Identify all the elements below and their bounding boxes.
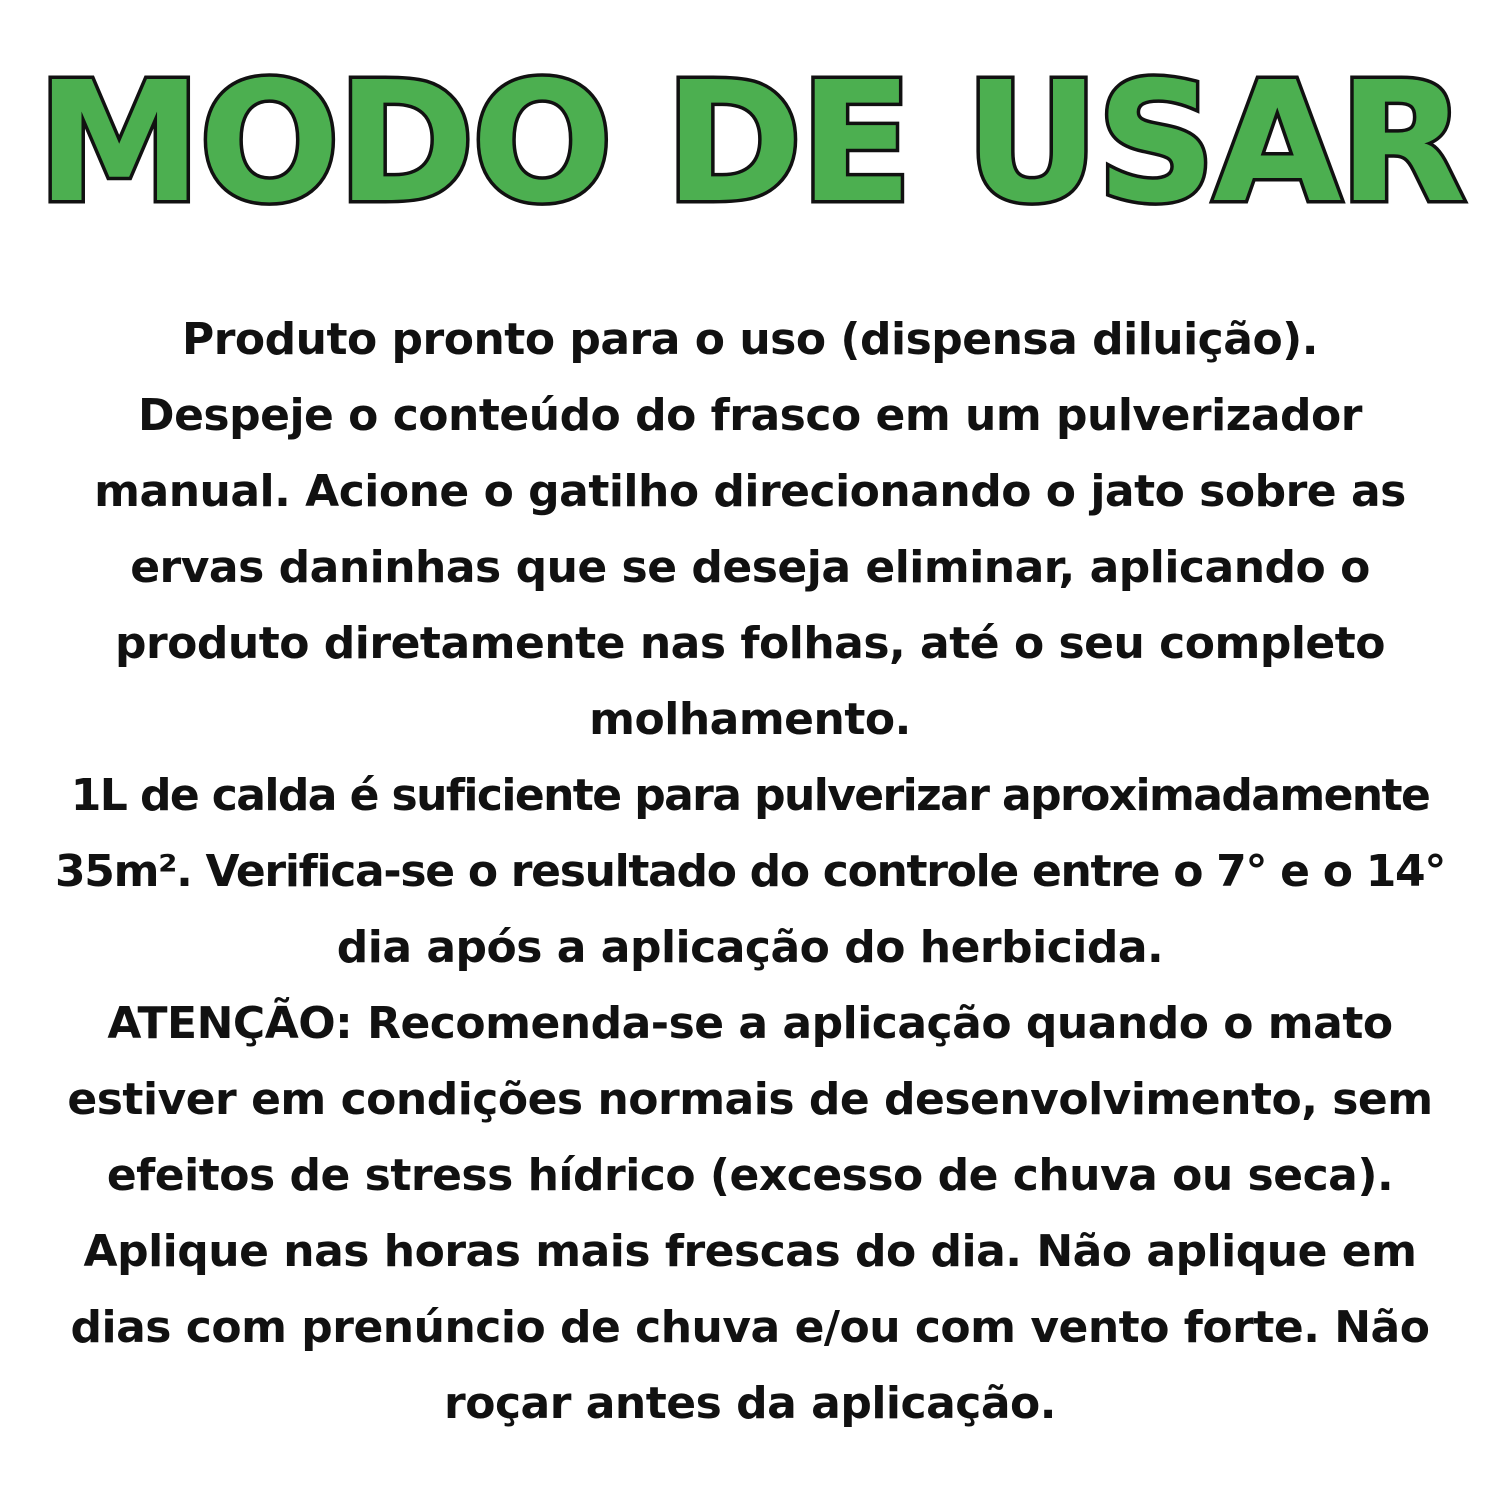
instruction-line: molhamento. xyxy=(589,694,911,745)
instruction-line: dias com prenúncio de chuva e/ou com vento forte. Não xyxy=(70,1302,1430,1353)
instruction-line: efeitos de stress hídrico (excesso de chuva ou seca). xyxy=(106,1150,1394,1201)
instruction-line: 35m². Verifica-se o resultado do controle entre o 7° e o 14° xyxy=(54,846,1446,897)
instruction-line: estiver em condições normais de desenvolvimento, sem xyxy=(67,1074,1433,1125)
instruction-line: dia após a aplicação do herbicida. xyxy=(336,922,1164,973)
instruction-line: produto diretamente nas folhas, até o seu completo xyxy=(114,618,1386,669)
instruction-line: Produto pronto para o uso (dispensa diluição). xyxy=(181,314,1319,365)
instruction-line: roçar antes da aplicação. xyxy=(444,1378,1056,1429)
page-title: MODO DE USAR xyxy=(36,47,1464,240)
instructions-text xyxy=(0,302,1500,1442)
instruction-line: 1L de calda é suficiente para pulverizar aproximadamente xyxy=(70,770,1430,821)
instruction-line: Despeje o conteúdo do frasco em um pulverizador xyxy=(138,390,1362,441)
instruction-line: ervas daninhas que se deseja eliminar, aplicando o xyxy=(130,542,1370,593)
instruction-line: manual. Acione o gatilho direcionando o jato sobre as xyxy=(94,466,1406,517)
instruction-line: Aplique nas horas mais frescas do dia. Não aplique em xyxy=(83,1226,1417,1277)
attention-line: ATENÇÃO: Recomenda-se a aplicação quando o mato xyxy=(107,998,1393,1049)
